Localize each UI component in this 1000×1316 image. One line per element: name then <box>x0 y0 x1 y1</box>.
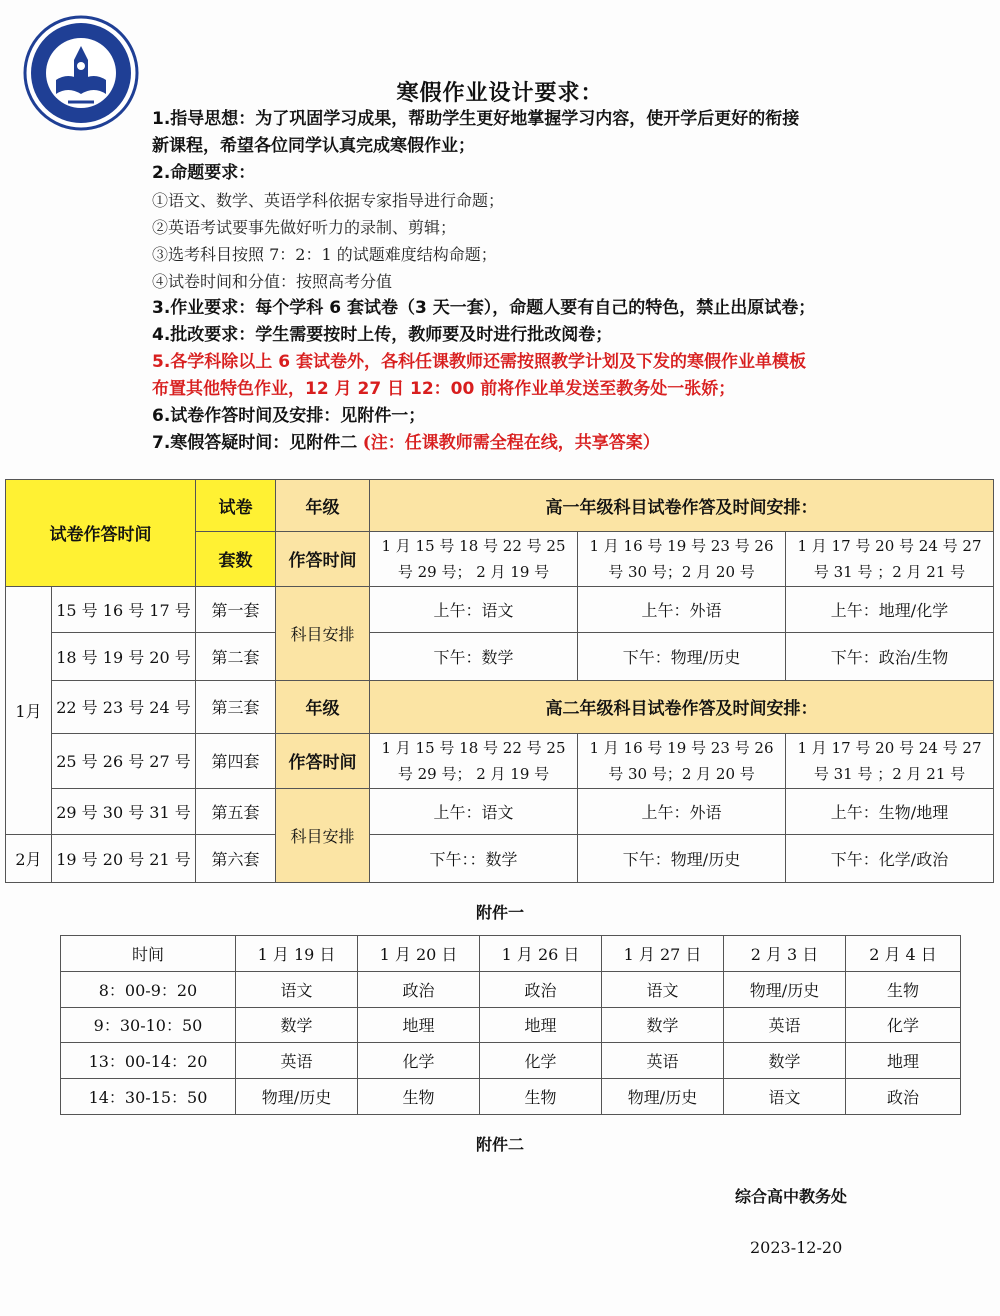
slot-text: 1 月 17 号 20 号 24 号 27 <box>797 536 982 555</box>
slot-text: 1 月 15 号 18 号 22 号 25 <box>381 536 566 555</box>
req-3: 3.作业要求：每个学科 6 套试卷（3 天一套），命题人要有自己的特色，禁止出原试卷； <box>152 298 816 318</box>
g2-pm-a: 下午：：数学 <box>370 835 578 883</box>
slot-text: 1 月 16 号 19 号 23 号 26 <box>589 738 774 757</box>
subject-cell: 语文 <box>724 1079 846 1115</box>
header-sets-1: 试卷 <box>196 480 276 532</box>
subject-cell: 化学 <box>358 1043 480 1079</box>
time-cell: 8：00-9：20 <box>61 971 236 1007</box>
g2-am-c: 上午：生物/地理 <box>786 788 994 835</box>
row-days: 22 号 23 号 24 号 <box>52 680 196 733</box>
req-1b: 新课程，希望各位同学认真完成寒假作业； <box>152 136 475 156</box>
g2-slot-b <box>578 733 786 788</box>
g1-pm-c: 下午：政治/生物 <box>786 633 994 681</box>
th-date: 1 月 20 日 <box>358 936 480 972</box>
row-days: 18 号 19 号 20 号 <box>52 633 196 681</box>
school-logo <box>22 14 140 132</box>
subject-label-g2: 科目安排 <box>276 788 370 882</box>
subject-cell: 英语 <box>724 1007 846 1043</box>
g2-am-b: 上午：外语 <box>578 788 786 835</box>
answer-time-label-g1: 作答时间 <box>276 531 370 586</box>
th-date: 2 月 3 日 <box>724 936 846 972</box>
attachment-1-title: 附件一 <box>475 903 524 922</box>
req-2: 2.命题要求： <box>152 163 256 183</box>
subject-cell: 政治 <box>846 1079 961 1115</box>
req-2-4: ④试卷时间和分值：按照高考分值 <box>152 272 393 291</box>
attachment-2-title: 附件二 <box>475 1135 524 1154</box>
requirements-block <box>152 106 872 457</box>
req-6: 6.试卷作答时间及安排：见附件一； <box>152 406 426 426</box>
g1-am-c: 上午：地理/化学 <box>786 586 994 633</box>
req-7: 7.寒假答疑时间：见附件二 <box>152 433 358 453</box>
g1-pm-a: 下午：数学 <box>370 633 578 681</box>
subject-cell: 化学 <box>846 1007 961 1043</box>
th-date: 1 月 19 日 <box>236 936 358 972</box>
subject-cell: 化学 <box>480 1043 602 1079</box>
answer-time-label-g2: 作答时间 <box>276 733 370 788</box>
subject-cell: 地理 <box>846 1043 961 1079</box>
subject-cell: 地理 <box>358 1007 480 1043</box>
req-5a: 5.各学科除以上 6 套试卷外，各科任课教师还需按照教学计划及下发的寒假作业单模板 <box>152 352 806 372</box>
subject-cell: 生物 <box>358 1079 480 1115</box>
subject-cell: 物理/历史 <box>602 1079 724 1115</box>
req-2-3: ③选考科目按照 7：2：1 的试题难度结构命题； <box>152 245 497 264</box>
time-cell: 13：00-14：20 <box>61 1043 236 1079</box>
header-answer-time: 试卷作答时间 <box>6 480 196 587</box>
row-set: 第三套 <box>196 680 276 733</box>
row-set: 第四套 <box>196 733 276 788</box>
row-days: 19 号 20 号 21 号 <box>52 835 196 883</box>
g1-am-b: 上午：外语 <box>578 586 786 633</box>
g1-slot-a <box>370 531 578 586</box>
header-sets-2: 套数 <box>196 531 276 586</box>
subject-cell: 政治 <box>480 971 602 1007</box>
slot-text: 号 31 号 ；2 月 21 号 <box>813 562 966 581</box>
g2-slot-c <box>786 733 994 788</box>
req-7-line <box>152 430 872 457</box>
slot-text: 号 29 号； 2 月 19 号 <box>397 764 550 783</box>
subject-cell: 地理 <box>480 1007 602 1043</box>
slot-text: 号 31 号 ；2 月 21 号 <box>813 764 966 783</box>
subject-cell: 语文 <box>236 971 358 1007</box>
page-title: 寒假作业设计要求： <box>396 81 604 106</box>
row-set: 第五套 <box>196 788 276 835</box>
row-set: 第六套 <box>196 835 276 883</box>
g1-slot-c <box>786 531 994 586</box>
grade-label-g2: 年级 <box>276 680 370 733</box>
req-7-note: (注：任课教师需全程在线，共享答案） <box>362 433 660 453</box>
slot-text: 号 30 号；2 月 20 号 <box>608 764 755 783</box>
req-5b: 布置其他特色作业，12 月 27 日 12：00 前将作业单发送至教务处一张娇； <box>152 379 736 399</box>
document-date: 2023-12-20 <box>750 1238 843 1257</box>
g1-pm-b: 下午：物理/历史 <box>578 633 786 681</box>
row-days: 25 号 26 号 27 号 <box>52 733 196 788</box>
grade2-title: 高二年级科目试卷作答及时间安排： <box>370 680 994 733</box>
slot-text: 号 30 号；2 月 20 号 <box>608 562 755 581</box>
signature: 综合高中教务处 <box>735 1187 848 1206</box>
subject-cell: 物理/历史 <box>724 971 846 1007</box>
req-1a: 1.指导思想：为了巩固学习成果，帮助学生更好地掌握学习内容，使开学后更好的衔接 <box>152 109 800 129</box>
time-table <box>60 935 961 1115</box>
exam-schedule-table <box>5 479 994 883</box>
req-4: 4.批改要求：学生需要按时上传，教师要及时进行批改阅卷； <box>152 325 613 345</box>
subject-cell: 数学 <box>236 1007 358 1043</box>
row-set: 第二套 <box>196 633 276 681</box>
month-jan: 1月 <box>6 586 52 835</box>
g2-pm-b: 下午：物理/历史 <box>578 835 786 883</box>
row-days: 15 号 16 号 17 号 <box>52 586 196 633</box>
subject-cell: 生物 <box>480 1079 602 1115</box>
header-grade: 年级 <box>276 480 370 532</box>
subject-cell: 政治 <box>358 971 480 1007</box>
subject-cell: 数学 <box>724 1043 846 1079</box>
row-days: 29 号 30 号 31 号 <box>52 788 196 835</box>
subject-cell: 语文 <box>602 971 724 1007</box>
slot-text: 1 月 15 号 18 号 22 号 25 <box>381 738 566 757</box>
th-date: 1 月 27 日 <box>602 936 724 972</box>
g1-am-a: 上午：语文 <box>370 586 578 633</box>
slot-text: 1 月 17 号 20 号 24 号 27 <box>797 738 982 757</box>
req-2-2: ②英语考试要事先做好听力的录制、剪辑； <box>152 218 457 237</box>
month-feb: 2月 <box>6 835 52 883</box>
g1-slot-b <box>578 531 786 586</box>
th-time: 时间 <box>61 936 236 972</box>
subject-cell: 英语 <box>602 1043 724 1079</box>
subject-cell: 物理/历史 <box>236 1079 358 1115</box>
g2-am-a: 上午：语文 <box>370 788 578 835</box>
row-set: 第一套 <box>196 586 276 633</box>
time-cell: 9：30-10：50 <box>61 1007 236 1043</box>
subject-cell: 生物 <box>846 971 961 1007</box>
subject-label-g1: 科目安排 <box>276 586 370 680</box>
th-date: 2 月 4 日 <box>846 936 961 972</box>
req-2-1: ①语文、数学、英语学科依据专家指导进行命题； <box>152 191 505 210</box>
grade1-title: 高一年级科目试卷作答及时间安排： <box>370 480 994 532</box>
th-date: 1 月 26 日 <box>480 936 602 972</box>
g2-pm-c: 下午：化学/政治 <box>786 835 994 883</box>
subject-cell: 英语 <box>236 1043 358 1079</box>
slot-text: 1 月 16 号 19 号 23 号 26 <box>589 536 774 555</box>
subject-cell: 数学 <box>602 1007 724 1043</box>
time-cell: 14：30-15：50 <box>61 1079 236 1115</box>
slot-text: 号 29 号； 2 月 19 号 <box>397 562 550 581</box>
g2-slot-a <box>370 733 578 788</box>
